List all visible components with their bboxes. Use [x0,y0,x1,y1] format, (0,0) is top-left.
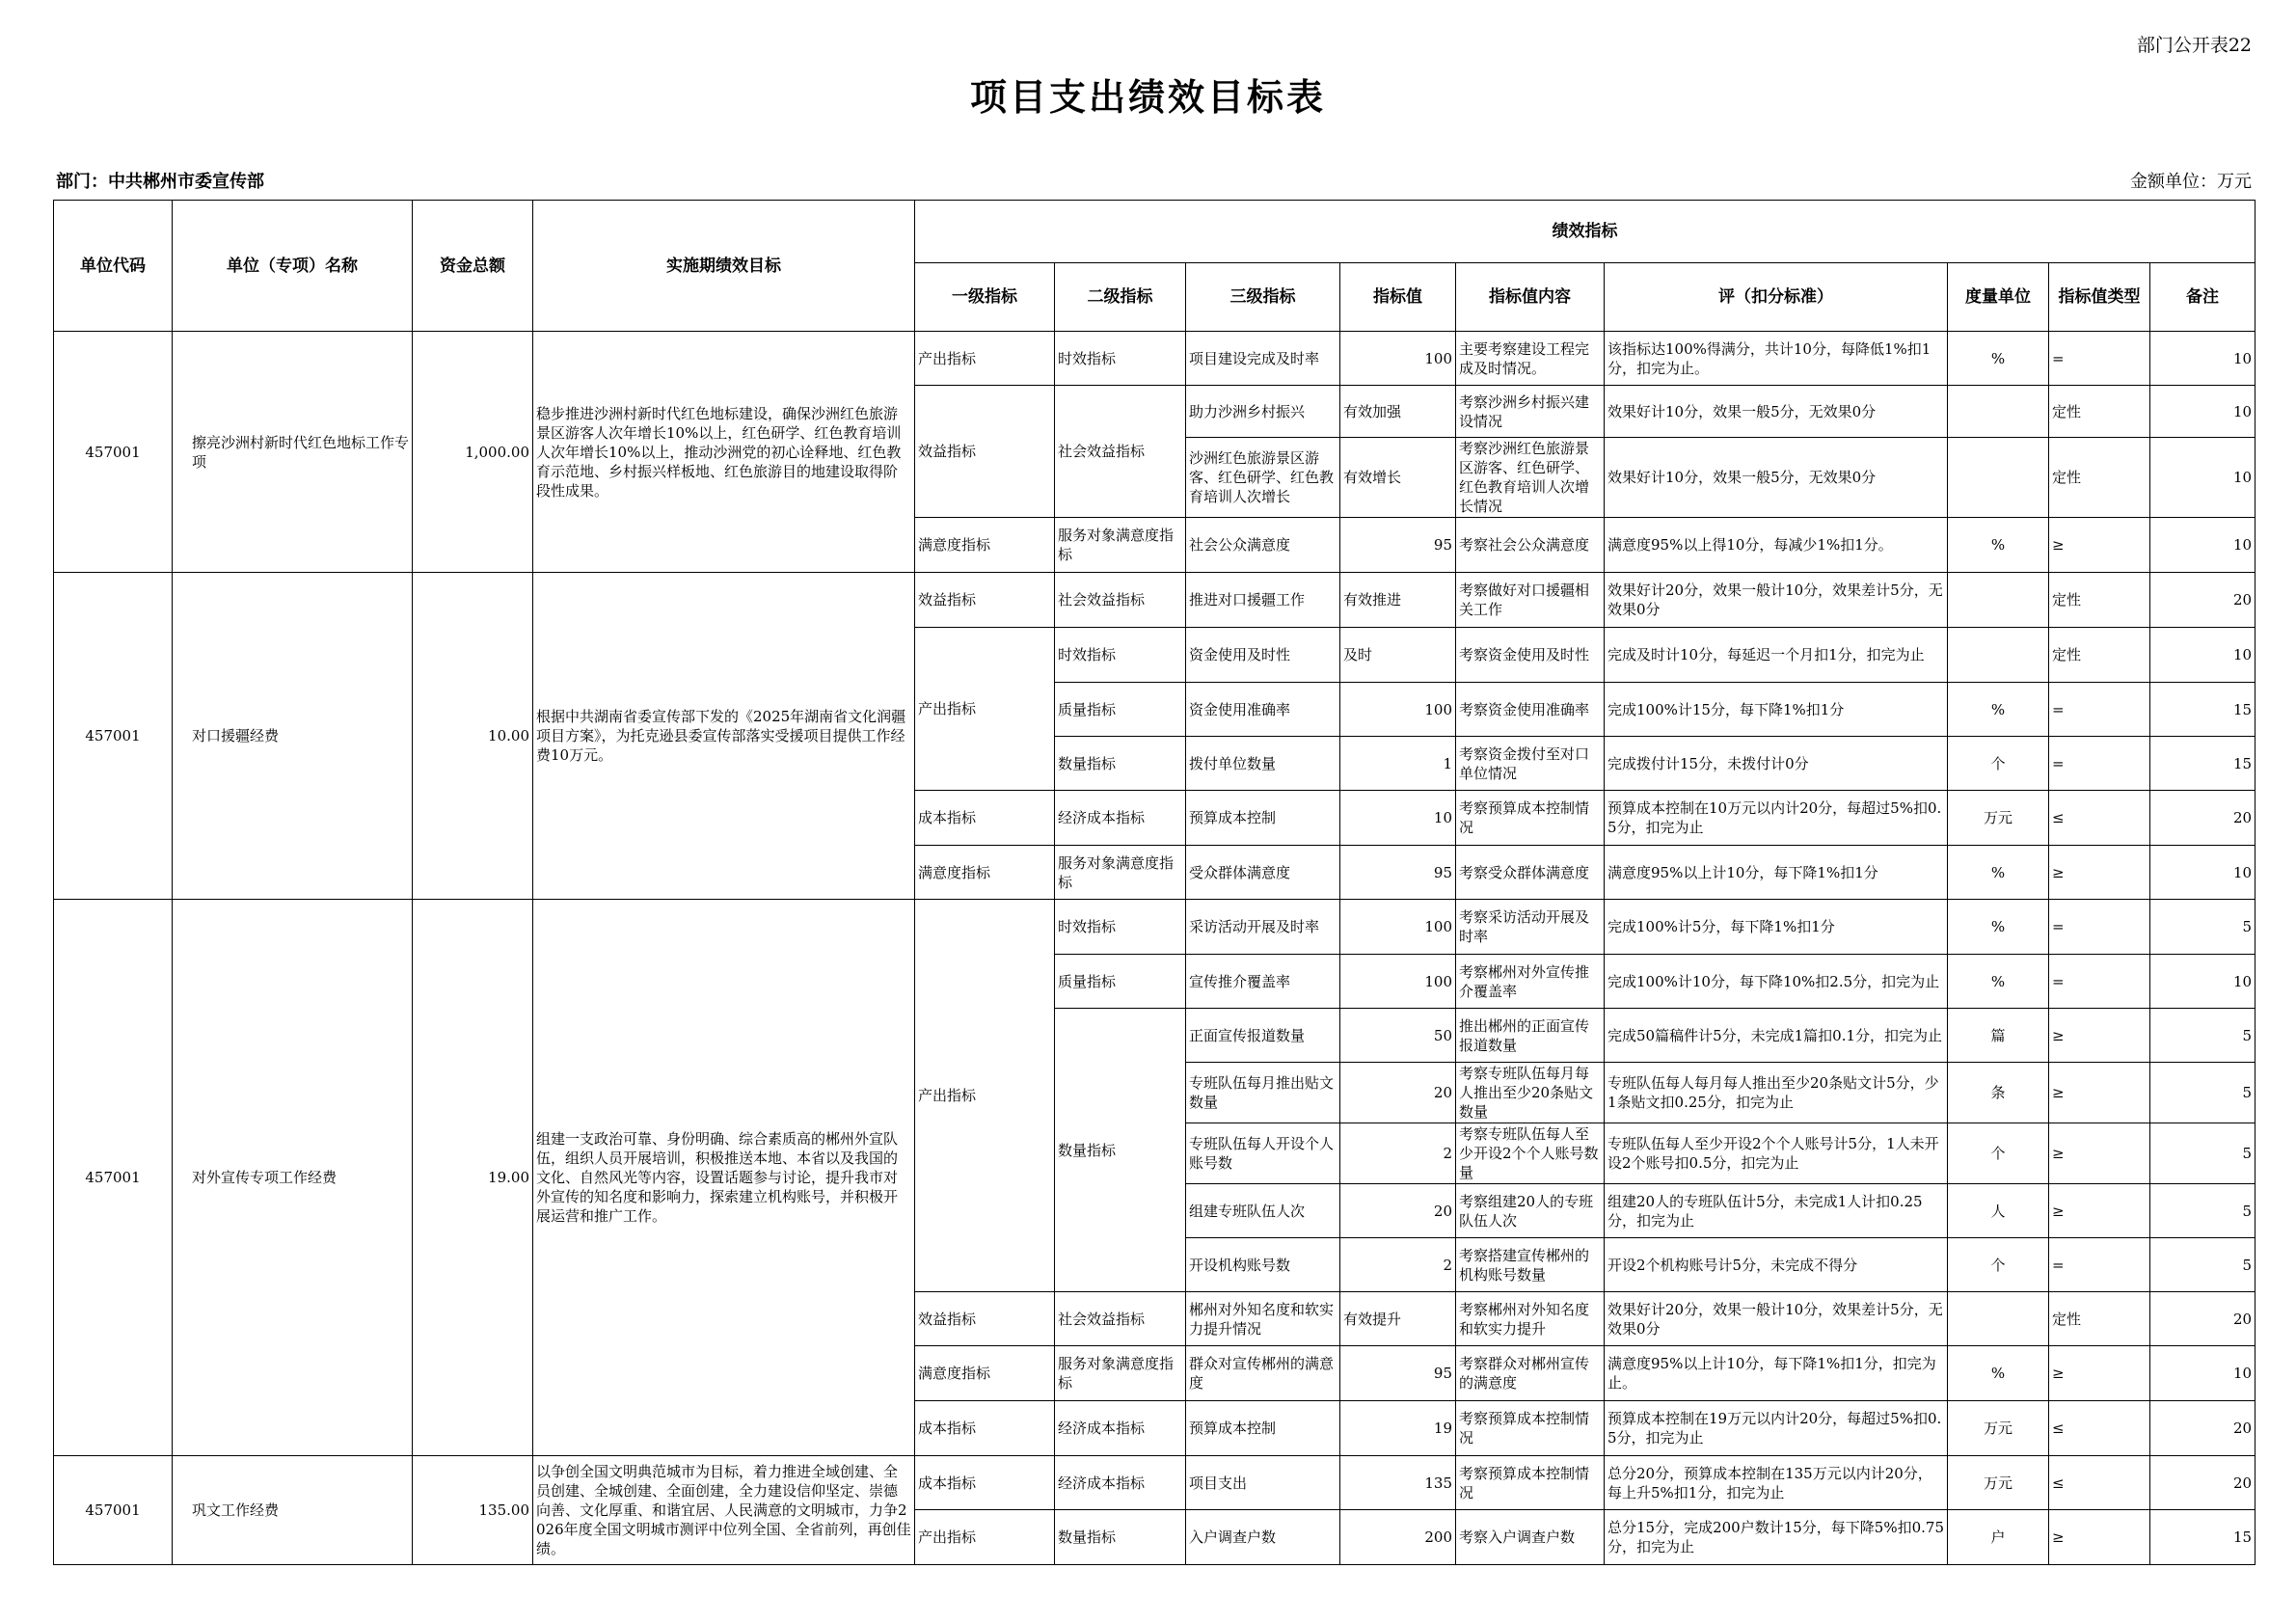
value-type: ≥ [2049,1063,2150,1123]
value-type: = [2049,332,2150,386]
project-goal: 组建一支政治可靠、身份明确、综合素质高的郴州外宣队伍，组织人员开展培训，积极推送本地、本省以及我国的文化、自然风光等内容，设置话题参与讨论，提升我市对外宣传的知名度和影响力，探索建立机构账号，并积极开展运营和推广工作。 [533,900,915,1456]
table-row [54,573,2255,628]
project-amount: 1,000.00 [413,332,533,573]
value-type: ≥ [2049,518,2150,573]
indicator-value: 10 [1340,791,1456,846]
indicator-value: 19 [1340,1401,1456,1456]
measure-unit [1948,438,2049,518]
level2-indicator: 经济成本指标 [1055,791,1186,846]
indicator-value: 100 [1340,683,1456,737]
note-score: 10 [2150,628,2255,683]
project-amount: 19.00 [413,900,533,1456]
project-name: 对外宣传专项工作经费 [173,900,413,1456]
value-content: 推出郴州的正面宣传报道数量 [1456,1009,1605,1063]
level2-indicator: 社会效益指标 [1055,386,1186,518]
value-type: ≥ [2049,1123,2150,1184]
measure-unit [1948,386,2049,438]
header-level2: 二级指标 [1055,263,1186,332]
note-score: 10 [2150,955,2255,1009]
header-unit-code: 单位代码 [54,201,173,332]
level1-indicator: 满意度指标 [915,518,1055,573]
note-score: 10 [2150,438,2255,518]
measure-unit: % [1948,332,2049,386]
level1-indicator: 成本指标 [915,1456,1055,1510]
indicator-value: 有效加强 [1340,386,1456,438]
project-amount: 10.00 [413,573,533,900]
scoring-standard: 总分20分，预算成本控制在135万元以内计20分，每上升5%扣1分，扣完为止 [1605,1456,1948,1510]
scoring-standard: 预算成本控制在10万元以内计20分，每超过5%扣0.5分，扣完为止 [1605,791,1948,846]
level2-indicator: 质量指标 [1055,683,1186,737]
level3-indicator: 专班队伍每人开设个人账号数 [1186,1123,1340,1184]
level2-indicator: 服务对象满意度指标 [1055,518,1186,573]
value-type: ≤ [2049,791,2150,846]
scoring-standard: 效果好计20分，效果一般计10分，效果差计5分，无效果0分 [1605,573,1948,628]
note-score: 5 [2150,1063,2255,1123]
table-row [54,900,2255,955]
value-content: 考察郴州对外知名度和软实力提升 [1456,1292,1605,1346]
measure-unit: 个 [1948,1238,2049,1292]
note-score: 10 [2150,1346,2255,1401]
scoring-standard: 效果好计20分，效果一般计10分，效果差计5分，无效果0分 [1605,1292,1948,1346]
project-goal: 根据中共湖南省委宣传部下发的《2025年湖南省文化润疆项目方案》，为托克逊县委宣传部落实受援项目提供工作经费10万元。 [533,573,915,900]
value-content: 考察搭建宣传郴州的机构账号数量 [1456,1238,1605,1292]
value-type: = [2049,737,2150,791]
value-content: 考察资金使用准确率 [1456,683,1605,737]
indicator-value: 20 [1340,1184,1456,1238]
indicator-value: 有效增长 [1340,438,1456,518]
scoring-standard: 满意度95%以上得10分，每减少1%扣1分。 [1605,518,1948,573]
indicator-value: 95 [1340,518,1456,573]
measure-unit [1948,1292,2049,1346]
scoring-standard: 完成100%计5分，每下降1%扣1分 [1605,900,1948,955]
scoring-standard: 组建20人的专班队伍计5分，未完成1人计扣0.25分，扣完为止 [1605,1184,1948,1238]
measure-unit: % [1948,1346,2049,1401]
project-goal: 稳步推进沙洲村新时代红色地标建设，确保沙洲红色旅游景区游客人次年增长10%以上，红色研学、红色教育培训人次年增长10%以上，推动沙洲党的初心诠释地、红色教育示范地、乡村振兴样板地、红色旅游目的地建设取得阶段性成果。 [533,332,915,573]
form-number: 部门公开表22 [2136,35,2252,56]
scoring-standard: 该指标达100%得满分，共计10分，每降低1%扣1分，扣完为止。 [1605,332,1948,386]
note-score: 5 [2150,1184,2255,1238]
level3-indicator: 群众对宣传郴州的满意度 [1186,1346,1340,1401]
level2-indicator: 服务对象满意度指标 [1055,1346,1186,1401]
indicator-value: 2 [1340,1123,1456,1184]
performance-table [53,200,2255,1565]
value-type: = [2049,955,2150,1009]
project-name: 巩文工作经费 [173,1456,413,1565]
header-value-content: 指标值内容 [1456,263,1605,332]
note-score: 5 [2150,900,2255,955]
note-score: 20 [2150,1401,2255,1456]
table-row [54,332,2255,386]
level3-indicator: 组建专班队伍人次 [1186,1184,1340,1238]
note-score: 20 [2150,1456,2255,1510]
note-score: 20 [2150,1292,2255,1346]
value-content: 考察资金拨付至对口单位情况 [1456,737,1605,791]
note-score: 15 [2150,1510,2255,1565]
value-content: 考察组建20人的专班队伍人次 [1456,1184,1605,1238]
note-score: 10 [2150,518,2255,573]
measure-unit: % [1948,683,2049,737]
header-unit-name: 单位（专项）名称 [173,201,413,332]
header-goal: 实施期绩效目标 [533,201,915,332]
indicator-value: 50 [1340,1009,1456,1063]
indicator-value: 1 [1340,737,1456,791]
level3-indicator: 资金使用及时性 [1186,628,1340,683]
level2-indicator: 数量指标 [1055,1009,1186,1292]
level2-indicator: 数量指标 [1055,737,1186,791]
note-score: 10 [2150,846,2255,900]
measure-unit: 万元 [1948,791,2049,846]
level2-indicator: 时效指标 [1055,900,1186,955]
measure-unit: 人 [1948,1184,2049,1238]
indicator-value: 200 [1340,1510,1456,1565]
level3-indicator: 预算成本控制 [1186,1401,1340,1456]
level3-indicator: 开设机构账号数 [1186,1238,1340,1292]
indicator-value: 20 [1340,1063,1456,1123]
scoring-standard: 开设2个机构账号计5分，未完成不得分 [1605,1238,1948,1292]
level3-indicator: 宣传推介覆盖率 [1186,955,1340,1009]
indicator-value: 有效提升 [1340,1292,1456,1346]
level1-indicator: 产出指标 [915,332,1055,386]
measure-unit: % [1948,955,2049,1009]
header-amount: 资金总额 [413,201,533,332]
header-level1: 一级指标 [915,263,1055,332]
value-type: ≥ [2049,1510,2150,1565]
value-type: 定性 [2049,573,2150,628]
level2-indicator: 数量指标 [1055,1510,1186,1565]
value-type: = [2049,1238,2150,1292]
value-type: 定性 [2049,1292,2150,1346]
level3-indicator: 项目支出 [1186,1456,1340,1510]
project-goal: 以争创全国文明典范城市为目标，着力推进全域创建、全员创建、全城创建、全面创建，全力建设信仰坚定、崇德向善、文化厚重、和谐宜居、人民满意的文明城市，力争2026年度全国文明城市测评中位列全国、全省前列，再创佳绩。 [533,1456,915,1565]
value-content: 考察群众对郴州宣传的满意度 [1456,1346,1605,1401]
scoring-standard: 完成50篇稿件计5分，未完成1篇扣0.1分，扣完为止 [1605,1009,1948,1063]
project-code: 457001 [54,1456,173,1565]
level1-indicator: 效益指标 [915,573,1055,628]
indicator-value: 100 [1340,332,1456,386]
project-name: 擦亮沙洲村新时代红色地标工作专项 [173,332,413,573]
value-content: 考察入户调查户数 [1456,1510,1605,1565]
value-content: 考察做好对口援疆相关工作 [1456,573,1605,628]
indicator-value: 95 [1340,1346,1456,1401]
value-type: 定性 [2049,386,2150,438]
header-performance: 绩效指标 [915,201,2255,263]
level3-indicator: 采访活动开展及时率 [1186,900,1340,955]
indicator-value: 100 [1340,955,1456,1009]
level1-indicator: 满意度指标 [915,1346,1055,1401]
level1-indicator: 成本指标 [915,1401,1055,1456]
level2-indicator: 服务对象满意度指标 [1055,846,1186,900]
value-content: 考察采访活动开展及时率 [1456,900,1605,955]
table-row [54,1456,2255,1510]
note-score: 20 [2150,573,2255,628]
note-score: 5 [2150,1123,2255,1184]
level3-indicator: 专班队伍每月推出贴文数量 [1186,1063,1340,1123]
level3-indicator: 受众群体满意度 [1186,846,1340,900]
value-content: 考察郴州对外宣传推介覆盖率 [1456,955,1605,1009]
level1-indicator: 满意度指标 [915,846,1055,900]
indicator-value: 及时 [1340,628,1456,683]
value-type: ≥ [2049,846,2150,900]
value-type: ≥ [2049,1346,2150,1401]
measure-unit: 篇 [1948,1009,2049,1063]
measure-unit: 个 [1948,1123,2049,1184]
value-content: 考察社会公众满意度 [1456,518,1605,573]
value-type: 定性 [2049,438,2150,518]
level1-indicator: 产出指标 [915,900,1055,1292]
value-content: 考察沙洲红色旅游景区游客、红色研学、红色教育培训人次增长情况 [1456,438,1605,518]
project-name: 对口援疆经费 [173,573,413,900]
page-title: 项目支出绩效目标表 [969,75,1326,119]
level2-indicator: 经济成本指标 [1055,1401,1186,1456]
scoring-standard: 满意度95%以上计10分，每下降1%扣1分 [1605,846,1948,900]
level1-indicator: 效益指标 [915,386,1055,518]
level3-indicator: 沙洲红色旅游景区游客、红色研学、红色教育培训人次增长 [1186,438,1340,518]
header-scoring: 评（扣分标准） [1605,263,1948,332]
measure-unit: % [1948,518,2049,573]
header-value-type: 指标值类型 [2049,263,2150,332]
level1-indicator: 产出指标 [915,628,1055,791]
indicator-value: 95 [1340,846,1456,900]
indicator-value: 有效推进 [1340,573,1456,628]
scoring-standard: 效果好计10分，效果一般5分，无效果0分 [1605,386,1948,438]
measure-unit: 万元 [1948,1401,2049,1456]
level2-indicator: 社会效益指标 [1055,573,1186,628]
value-content: 考察资金使用及时性 [1456,628,1605,683]
value-content: 考察专班队伍每月每人推出至少20条贴文数量 [1456,1063,1605,1123]
value-content: 考察沙洲乡村振兴建设情况 [1456,386,1605,438]
note-score: 10 [2150,332,2255,386]
measure-unit: % [1948,846,2049,900]
header-value: 指标值 [1340,263,1456,332]
project-code: 457001 [54,332,173,573]
value-content: 主要考察建设工程完成及时情况。 [1456,332,1605,386]
level3-indicator: 助力沙洲乡村振兴 [1186,386,1340,438]
table-body [54,332,2255,1565]
level3-indicator: 资金使用准确率 [1186,683,1340,737]
scoring-standard: 总分15分，完成200户数计15分，每下降5%扣0.75分，扣完为止 [1605,1510,1948,1565]
measure-unit [1948,573,2049,628]
level3-indicator: 正面宣传报道数量 [1186,1009,1340,1063]
level2-indicator: 经济成本指标 [1055,1456,1186,1510]
note-score: 10 [2150,386,2255,438]
department-label: 部门：中共郴州市委宣传部 [56,172,264,192]
measure-unit: 条 [1948,1063,2049,1123]
level2-indicator: 质量指标 [1055,955,1186,1009]
scoring-standard: 预算成本控制在19万元以内计20分，每超过5%扣0.5分，扣完为止 [1605,1401,1948,1456]
scoring-standard: 满意度95%以上计10分，每下降1%扣1分，扣完为止。 [1605,1346,1948,1401]
header-level3: 三级指标 [1186,263,1340,332]
note-score: 15 [2150,683,2255,737]
level2-indicator: 时效指标 [1055,332,1186,386]
level2-indicator: 社会效益指标 [1055,1292,1186,1346]
level3-indicator: 预算成本控制 [1186,791,1340,846]
level1-indicator: 产出指标 [915,1510,1055,1565]
scoring-standard: 效果好计10分，效果一般5分，无效果0分 [1605,438,1948,518]
value-content: 考察预算成本控制情况 [1456,1401,1605,1456]
measure-unit: 户 [1948,1510,2049,1565]
level1-indicator: 效益指标 [915,1292,1055,1346]
level3-indicator: 拨付单位数量 [1186,737,1340,791]
value-type: ≤ [2049,1401,2150,1456]
value-content: 考察预算成本控制情况 [1456,1456,1605,1510]
level2-indicator: 时效指标 [1055,628,1186,683]
value-type: ≥ [2049,1184,2150,1238]
measure-unit: 万元 [1948,1456,2049,1510]
value-type: ≤ [2049,1456,2150,1510]
value-type: = [2049,683,2150,737]
project-amount: 135.00 [413,1456,533,1565]
level3-indicator: 入户调查户数 [1186,1510,1340,1565]
scoring-standard: 完成及时计10分，每延迟一个月扣1分，扣完为止 [1605,628,1948,683]
measure-unit: 个 [1948,737,2049,791]
header-note: 备注 [2150,263,2255,332]
indicator-value: 100 [1340,900,1456,955]
project-code: 457001 [54,573,173,900]
value-content: 考察专班队伍每人至少开设2个个人账号数量 [1456,1123,1605,1184]
measure-unit [1948,628,2049,683]
header-measure-unit: 度量单位 [1948,263,2049,332]
level3-indicator: 项目建设完成及时率 [1186,332,1340,386]
note-score: 5 [2150,1238,2255,1292]
scoring-standard: 专班队伍每人每月每人推出至少20条贴文计5分，少1条贴文扣0.25分，扣完为止 [1605,1063,1948,1123]
scoring-standard: 完成100%计15分，每下降1%扣1分 [1605,683,1948,737]
value-type: ≥ [2049,1009,2150,1063]
value-content: 考察预算成本控制情况 [1456,791,1605,846]
scoring-standard: 专班队伍每人至少开设2个个人账号计5分，1人未开设2个账号扣0.5分，扣完为止 [1605,1123,1948,1184]
measure-unit: % [1948,900,2049,955]
level1-indicator: 成本指标 [915,791,1055,846]
value-content: 考察受众群体满意度 [1456,846,1605,900]
level3-indicator: 郴州对外知名度和软实力提升情况 [1186,1292,1340,1346]
value-type: 定性 [2049,628,2150,683]
scoring-standard: 完成100%计10分，每下降10%扣2.5分，扣完为止 [1605,955,1948,1009]
scoring-standard: 完成拨付计15分，未拨付计0分 [1605,737,1948,791]
amount-unit-label: 金额单位：万元 [2130,172,2252,192]
level3-indicator: 推进对口援疆工作 [1186,573,1340,628]
indicator-value: 2 [1340,1238,1456,1292]
value-type: = [2049,900,2150,955]
note-score: 5 [2150,1009,2255,1063]
project-code: 457001 [54,900,173,1456]
note-score: 20 [2150,791,2255,846]
note-score: 15 [2150,737,2255,791]
level3-indicator: 社会公众满意度 [1186,518,1340,573]
indicator-value: 135 [1340,1456,1456,1510]
